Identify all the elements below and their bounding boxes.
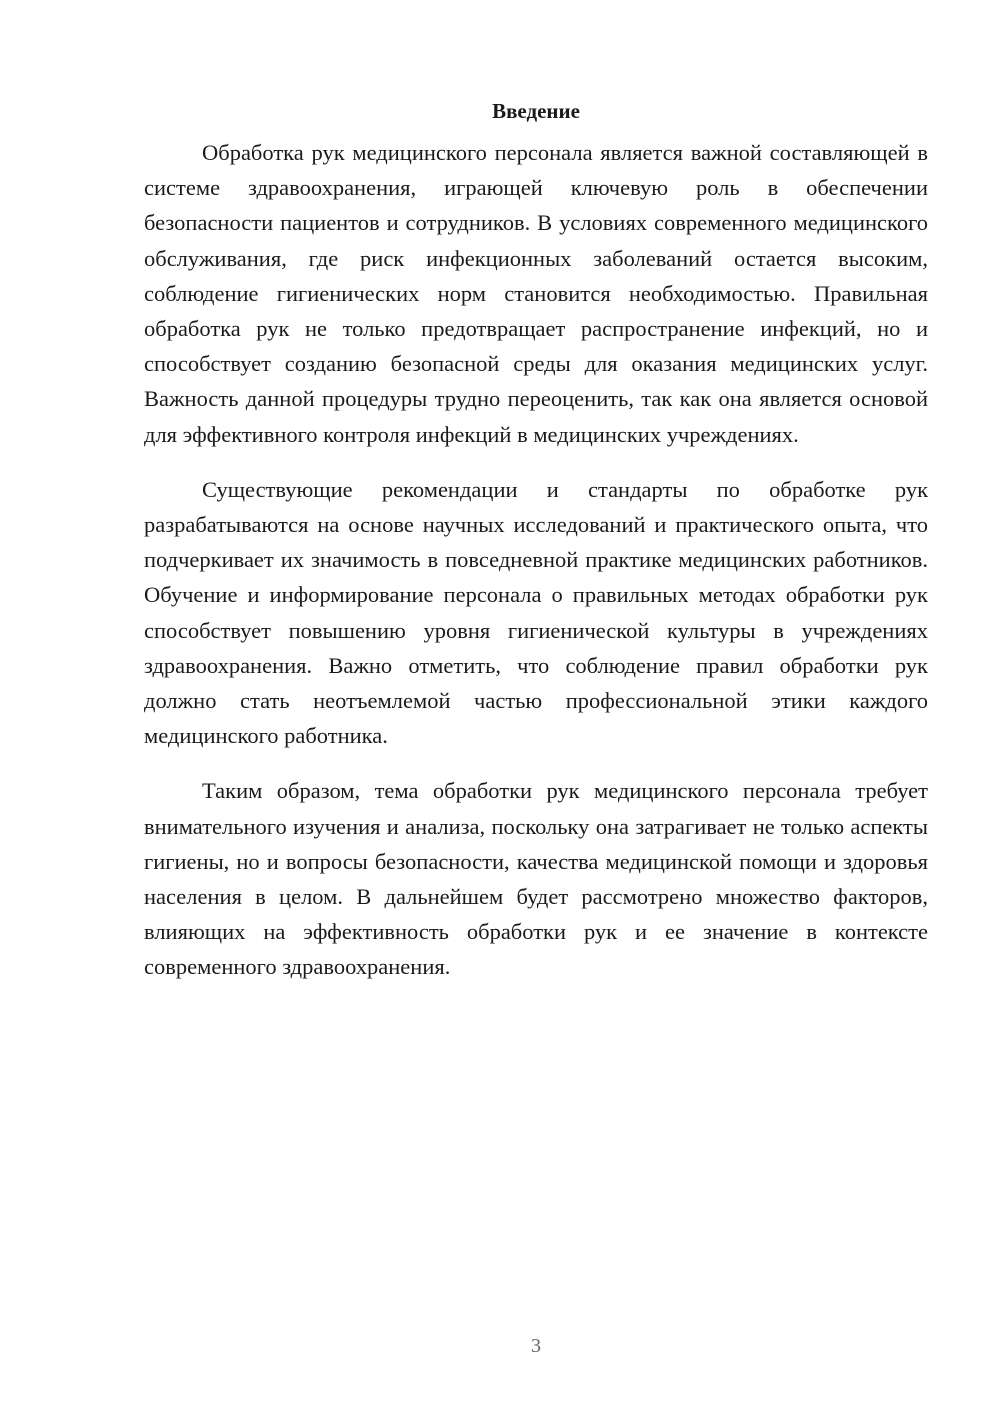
paragraph-1: Обработка рук медицинского персонала является важной составляющей в системе здравоохранения, играющей ключевую роль в обеспечении безопасности пациентов и сотрудников. В условиях современного медицинского обслуживания, где риск инфекционных заболеваний остается высоким, соблюдение гигиенических норм становится необходимостью. Правильная обработка рук не только предотвращает распространение инфекций, но и способствует созданию безопасной среды для оказания медицинских услуг. Важность данной процедуры трудно переоценить, так как она является основой для эффективного контроля инфекций в медицинских учреждениях. [144, 140, 928, 447]
paragraph-3: Таким образом, тема обработки рук медицинского персонала требует внимательного изучения и анализа, поскольку она затрагивает не только аспекты гигиены, но и вопросы безопасности, качества медицинской помощи и здоровья населения в целом. В дальнейшем будет рассмотрено множество факторов, влияющих на эффективность обработки рук и ее значение в контексте современного здравоохранения. [144, 778, 928, 980]
section-heading: Введение [492, 99, 580, 123]
paragraph-2: Существующие рекомендации и стандарты по обработке рук разрабатываются на основе научных исследований и практического опыта, что подчеркивает их значимость в повседневной практике медицинских работников. Обучение и информирование персонала о правильных методах обработки рук способствует повышению уровня гигиенической культуры в учреждениях здравоохранения. Важно отметить, что соблюдение правил обработки рук должно стать неотъемлемой частью профессиональной этики каждого медицинского работника. [144, 476, 928, 749]
page-content [144, 94, 928, 1005]
page-number: 3 [531, 1335, 541, 1357]
